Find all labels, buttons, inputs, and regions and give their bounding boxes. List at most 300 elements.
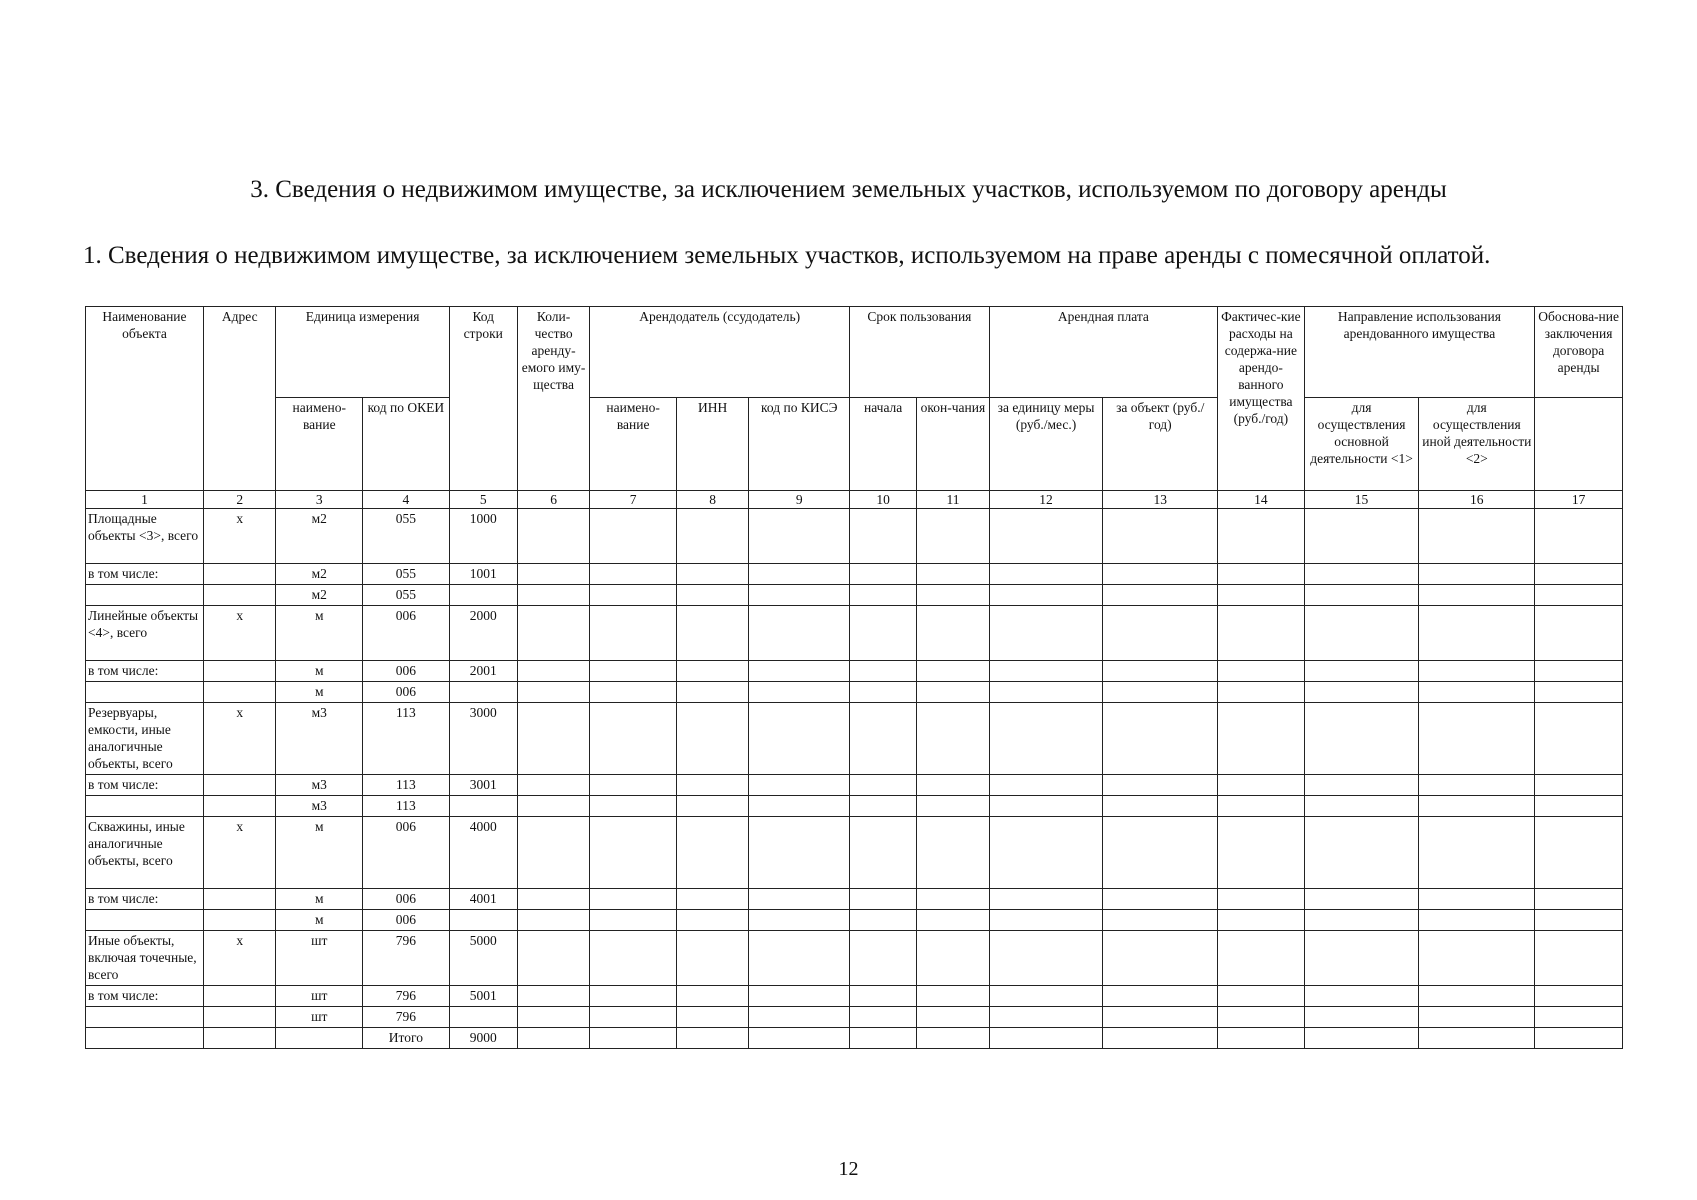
cell-col-7: [590, 775, 677, 796]
cell-col-13: [1103, 889, 1218, 910]
cell-col-17: [1535, 986, 1623, 1007]
row-code: 1000: [449, 509, 517, 564]
hdr-rent: Арендная плата: [989, 307, 1217, 398]
unit-name: шт: [276, 931, 363, 986]
cell-col-17: [1535, 682, 1623, 703]
hdr-row-code: Код строки: [449, 307, 517, 491]
okei-code: 006: [363, 817, 450, 889]
cell-col-9: [749, 661, 850, 682]
object-name: [86, 910, 204, 931]
cell-col-6: [517, 1028, 590, 1049]
cell-col-6: [517, 509, 590, 564]
object-name: в том числе:: [86, 564, 204, 585]
cell-col-13: [1103, 703, 1218, 775]
table-row-incl: [86, 564, 1623, 585]
cell-col-17: [1535, 703, 1623, 775]
cell-col-13: [1103, 585, 1218, 606]
address-cell: [203, 986, 276, 1007]
hdr-basis-blank: [1535, 398, 1623, 491]
cell-col-11: [917, 509, 990, 564]
cell-col-10: [850, 796, 917, 817]
row-code: [449, 1007, 517, 1028]
cell-col-9: [749, 931, 850, 986]
hdr-term-end: окон-чания: [917, 398, 990, 491]
column-number-13: 13: [1103, 491, 1218, 509]
table-row-item: [86, 910, 1623, 931]
table-row-total: [86, 606, 1623, 661]
cell-col-17: [1535, 796, 1623, 817]
cell-col-6: [517, 585, 590, 606]
cell-col-13: [1103, 817, 1218, 889]
address-cell: x: [203, 703, 276, 775]
address-cell: [203, 889, 276, 910]
cell-col-16: [1419, 910, 1535, 931]
cell-col-16: [1419, 509, 1535, 564]
cell-col-9: [749, 889, 850, 910]
cell-col-10: [850, 661, 917, 682]
cell-col-16: [1419, 775, 1535, 796]
row-code: 2001: [449, 661, 517, 682]
cell-col-11: [917, 703, 990, 775]
cell-col-16: [1419, 817, 1535, 889]
cell-col-16: [1419, 661, 1535, 682]
cell-col-13: [1103, 509, 1218, 564]
table-row-item: [86, 682, 1623, 703]
cell-col-10: [850, 910, 917, 931]
row-code: [449, 682, 517, 703]
okei-code: 006: [363, 682, 450, 703]
hdr-actual-costs: Фактичес-кие расходы на содержа-ние арендо-ванного имущества (руб./год): [1218, 307, 1305, 491]
cell-col-9: [749, 796, 850, 817]
column-number-6: 6: [517, 491, 590, 509]
cell-col-9: [749, 775, 850, 796]
hdr-dir-other: для осуществления иной деятельности <2>: [1419, 398, 1535, 491]
column-number-7: 7: [590, 491, 677, 509]
cell-col-9: [749, 509, 850, 564]
cell-col-8: [676, 1028, 749, 1049]
cell-col-15: [1304, 889, 1419, 910]
cell-col-7: [590, 661, 677, 682]
cell-col-10: [850, 775, 917, 796]
hdr-unit-name: наимено-вание: [276, 398, 363, 491]
cell-col-15: [1304, 986, 1419, 1007]
object-name: в том числе:: [86, 661, 204, 682]
cell-col-8: [676, 986, 749, 1007]
cell-col-11: [917, 817, 990, 889]
cell-col-12: [989, 585, 1103, 606]
object-name: Скважины, иные аналогичные объекты, всего: [86, 817, 204, 889]
cell-col-10: [850, 889, 917, 910]
cell-col-17: [1535, 585, 1623, 606]
cell-col-6: [517, 1007, 590, 1028]
cell-col-11: [917, 606, 990, 661]
cell-col-8: [676, 564, 749, 585]
hdr-lessor: Арендодатель (ссудодатель): [590, 307, 850, 398]
hdr-unit: Единица измерения: [276, 307, 449, 398]
column-number-row: [86, 491, 1623, 509]
cell-col-15: [1304, 775, 1419, 796]
cell-col-12: [989, 931, 1103, 986]
cell-col-11: [917, 986, 990, 1007]
cell-col-11: [917, 1007, 990, 1028]
cell-col-6: [517, 796, 590, 817]
cell-col-17: [1535, 564, 1623, 585]
row-code: 3000: [449, 703, 517, 775]
cell-col-15: [1304, 564, 1419, 585]
address-cell: [203, 910, 276, 931]
cell-col-13: [1103, 910, 1218, 931]
cell-col-9: [749, 1007, 850, 1028]
column-number-16: 16: [1419, 491, 1535, 509]
hdr-term: Срок пользования: [850, 307, 990, 398]
cell-col-14: [1218, 1007, 1305, 1028]
address-cell: [203, 796, 276, 817]
cell-col-11: [917, 1028, 990, 1049]
cell-col-7: [590, 606, 677, 661]
row-code: [449, 910, 517, 931]
object-name: в том числе:: [86, 986, 204, 1007]
cell-col-16: [1419, 1028, 1535, 1049]
cell-col-7: [590, 682, 677, 703]
cell-col-16: [1419, 796, 1535, 817]
cell-col-7: [590, 1007, 677, 1028]
cell-col-13: [1103, 931, 1218, 986]
table-row-item: [86, 796, 1623, 817]
address-cell: [203, 775, 276, 796]
cell-col-13: [1103, 661, 1218, 682]
table-row-grand-total: [86, 1028, 1623, 1049]
hdr-rent-unit: за единицу меры (руб./мес.): [989, 398, 1103, 491]
cell-col-12: [989, 1028, 1103, 1049]
object-name: в том числе:: [86, 889, 204, 910]
cell-col-14: [1218, 585, 1305, 606]
column-number-10: 10: [850, 491, 917, 509]
okei-code: 006: [363, 910, 450, 931]
column-number-5: 5: [449, 491, 517, 509]
cell-col-9: [749, 910, 850, 931]
cell-col-8: [676, 606, 749, 661]
cell-col-10: [850, 817, 917, 889]
cell-col-10: [850, 682, 917, 703]
object-name: [86, 796, 204, 817]
cell-col-14: [1218, 796, 1305, 817]
cell-col-9: [749, 986, 850, 1007]
cell-col-12: [989, 775, 1103, 796]
row-code: [449, 796, 517, 817]
cell-col-8: [676, 703, 749, 775]
page-number: 12: [838, 1158, 859, 1180]
column-number-8: 8: [676, 491, 749, 509]
unit-name: м: [276, 889, 363, 910]
cell-col-8: [676, 796, 749, 817]
cell-col-11: [917, 910, 990, 931]
object-name: Площадные объекты <3>, всего: [86, 509, 204, 564]
row-code: 3001: [449, 775, 517, 796]
cell-col-8: [676, 931, 749, 986]
row-code: 2000: [449, 606, 517, 661]
cell-col-11: [917, 661, 990, 682]
table-row-total: [86, 931, 1623, 986]
address-cell: [203, 661, 276, 682]
cell-col-14: [1218, 817, 1305, 889]
cell-col-17: [1535, 910, 1623, 931]
cell-col-16: [1419, 585, 1535, 606]
okei-code: 796: [363, 986, 450, 1007]
unit-name: м3: [276, 796, 363, 817]
table-row-item: [86, 1007, 1623, 1028]
okei-code: 113: [363, 703, 450, 775]
okei-code: 006: [363, 606, 450, 661]
cell-col-12: [989, 986, 1103, 1007]
cell-col-10: [850, 585, 917, 606]
address-cell: x: [203, 606, 276, 661]
cell-col-9: [749, 682, 850, 703]
object-name: в том числе:: [86, 775, 204, 796]
hdr-unit-okei: код по ОКЕИ: [363, 398, 450, 491]
cell-col-11: [917, 775, 990, 796]
cell-col-14: [1218, 509, 1305, 564]
cell-col-16: [1419, 986, 1535, 1007]
cell-col-6: [517, 910, 590, 931]
table-row-total: [86, 703, 1623, 775]
cell-col-8: [676, 910, 749, 931]
cell-col-7: [590, 817, 677, 889]
row-code: 4001: [449, 889, 517, 910]
cell-col-17: [1535, 1028, 1623, 1049]
cell-col-17: [1535, 1007, 1623, 1028]
cell-col-15: [1304, 703, 1419, 775]
object-name: [86, 585, 204, 606]
cell-col-13: [1103, 606, 1218, 661]
cell-col-9: [749, 817, 850, 889]
cell-col-6: [517, 775, 590, 796]
cell-col-14: [1218, 910, 1305, 931]
column-number-9: 9: [749, 491, 850, 509]
cell-col-15: [1304, 682, 1419, 703]
column-number-17: 17: [1535, 491, 1623, 509]
cell-col-15: [1304, 1007, 1419, 1028]
blank-cell: [86, 1028, 204, 1049]
column-number-14: 14: [1218, 491, 1305, 509]
hdr-address: Адрес: [203, 307, 276, 491]
cell-col-10: [850, 931, 917, 986]
hdr-lessor-inn: ИНН: [676, 398, 749, 491]
object-name: [86, 1007, 204, 1028]
cell-col-10: [850, 606, 917, 661]
blank-cell: [276, 1028, 363, 1049]
column-number-2: 2: [203, 491, 276, 509]
cell-col-15: [1304, 931, 1419, 986]
page-title: 3. Сведения о недвижимом имуществе, за исключением земельных участков, используемом по договору аренды: [250, 176, 1447, 203]
cell-col-9: [749, 703, 850, 775]
cell-col-16: [1419, 703, 1535, 775]
cell-col-8: [676, 661, 749, 682]
cell-col-13: [1103, 986, 1218, 1007]
unit-name: шт: [276, 1007, 363, 1028]
cell-col-14: [1218, 1028, 1305, 1049]
cell-col-15: [1304, 661, 1419, 682]
cell-col-8: [676, 817, 749, 889]
cell-col-12: [989, 564, 1103, 585]
row-code: 9000: [449, 1028, 517, 1049]
cell-col-15: [1304, 910, 1419, 931]
cell-col-6: [517, 606, 590, 661]
cell-col-12: [989, 1007, 1103, 1028]
total-label: Итого: [363, 1028, 450, 1049]
cell-col-14: [1218, 931, 1305, 986]
cell-col-14: [1218, 703, 1305, 775]
cell-col-11: [917, 682, 990, 703]
object-name: Иные объекты, включая точечные, всего: [86, 931, 204, 986]
cell-col-12: [989, 509, 1103, 564]
hdr-rent-object: за объект (руб./год): [1103, 398, 1218, 491]
cell-col-6: [517, 682, 590, 703]
cell-col-16: [1419, 931, 1535, 986]
cell-col-12: [989, 817, 1103, 889]
cell-col-6: [517, 986, 590, 1007]
hdr-term-start: начала: [850, 398, 917, 491]
column-number-12: 12: [989, 491, 1103, 509]
cell-col-14: [1218, 682, 1305, 703]
table-row-incl: [86, 661, 1623, 682]
hdr-basis: Обоснова-ние заключения договора аренды: [1535, 307, 1623, 398]
cell-col-10: [850, 1028, 917, 1049]
cell-col-12: [989, 796, 1103, 817]
address-cell: [203, 1007, 276, 1028]
cell-col-15: [1304, 817, 1419, 889]
unit-name: м: [276, 910, 363, 931]
cell-col-14: [1218, 564, 1305, 585]
table-row-incl: [86, 775, 1623, 796]
row-code: 5001: [449, 986, 517, 1007]
hdr-name: Наименование объекта: [86, 307, 204, 491]
okei-code: 055: [363, 585, 450, 606]
cell-col-10: [850, 703, 917, 775]
cell-col-7: [590, 509, 677, 564]
cell-col-8: [676, 509, 749, 564]
cell-col-15: [1304, 585, 1419, 606]
cell-col-16: [1419, 564, 1535, 585]
cell-col-9: [749, 1028, 850, 1049]
cell-col-9: [749, 585, 850, 606]
cell-col-6: [517, 931, 590, 986]
cell-col-10: [850, 564, 917, 585]
cell-col-8: [676, 1007, 749, 1028]
cell-col-15: [1304, 1028, 1419, 1049]
okei-code: 796: [363, 931, 450, 986]
cell-col-13: [1103, 796, 1218, 817]
cell-col-10: [850, 1007, 917, 1028]
column-number-11: 11: [917, 491, 990, 509]
address-cell: x: [203, 817, 276, 889]
section-subtitle: 1. Сведения о недвижимом имуществе, за исключением земельных участков, используемом на праве аренды с помесячной оплатой.: [83, 242, 1491, 269]
object-name: Линейные объекты <4>, всего: [86, 606, 204, 661]
row-code: 1001: [449, 564, 517, 585]
cell-col-11: [917, 796, 990, 817]
table-row-item: [86, 585, 1623, 606]
address-cell: x: [203, 509, 276, 564]
okei-code: 113: [363, 796, 450, 817]
table-row-total: [86, 509, 1623, 564]
cell-col-7: [590, 564, 677, 585]
table-row-total: [86, 817, 1623, 889]
row-code: 4000: [449, 817, 517, 889]
unit-name: м3: [276, 775, 363, 796]
cell-col-11: [917, 931, 990, 986]
row-code: 5000: [449, 931, 517, 986]
cell-col-17: [1535, 775, 1623, 796]
blank-cell: [203, 1028, 276, 1049]
address-cell: [203, 585, 276, 606]
cell-col-6: [517, 564, 590, 585]
cell-col-9: [749, 606, 850, 661]
cell-col-12: [989, 606, 1103, 661]
unit-name: м: [276, 661, 363, 682]
cell-col-12: [989, 703, 1103, 775]
unit-name: шт: [276, 986, 363, 1007]
hdr-dir-main: для осуществления основной деятельности <1>: [1304, 398, 1419, 491]
cell-col-12: [989, 889, 1103, 910]
table-row-incl: [86, 986, 1623, 1007]
cell-col-15: [1304, 509, 1419, 564]
cell-col-11: [917, 889, 990, 910]
cell-col-11: [917, 585, 990, 606]
hdr-quantity: Коли-чество аренду-емого иму-щества: [517, 307, 590, 491]
cell-col-13: [1103, 1028, 1218, 1049]
unit-name: м: [276, 817, 363, 889]
cell-col-8: [676, 682, 749, 703]
address-cell: [203, 564, 276, 585]
cell-col-16: [1419, 682, 1535, 703]
cell-col-11: [917, 564, 990, 585]
cell-col-15: [1304, 796, 1419, 817]
okei-code: 113: [363, 775, 450, 796]
cell-col-7: [590, 1028, 677, 1049]
table-row-incl: [86, 889, 1623, 910]
cell-col-7: [590, 986, 677, 1007]
lease-property-table: [85, 306, 1623, 1049]
cell-col-7: [590, 910, 677, 931]
cell-col-8: [676, 775, 749, 796]
hdr-lessor-name: наимено-вание: [590, 398, 677, 491]
okei-code: 055: [363, 509, 450, 564]
cell-col-13: [1103, 682, 1218, 703]
cell-col-9: [749, 564, 850, 585]
cell-col-7: [590, 931, 677, 986]
cell-col-14: [1218, 889, 1305, 910]
column-number-4: 4: [363, 491, 450, 509]
unit-name: м2: [276, 509, 363, 564]
cell-col-12: [989, 661, 1103, 682]
okei-code: 796: [363, 1007, 450, 1028]
cell-col-16: [1419, 889, 1535, 910]
hdr-direction: Направление использования арендованного имущества: [1304, 307, 1535, 398]
hdr-lessor-kise: код по КИСЭ: [749, 398, 850, 491]
cell-col-17: [1535, 661, 1623, 682]
cell-col-17: [1535, 509, 1623, 564]
unit-name: м3: [276, 703, 363, 775]
unit-name: м: [276, 606, 363, 661]
okei-code: 055: [363, 564, 450, 585]
row-code: [449, 585, 517, 606]
cell-col-6: [517, 703, 590, 775]
cell-col-10: [850, 509, 917, 564]
okei-code: 006: [363, 661, 450, 682]
column-number-1: 1: [86, 491, 204, 509]
okei-code: 006: [363, 889, 450, 910]
object-name: [86, 682, 204, 703]
address-cell: x: [203, 931, 276, 986]
